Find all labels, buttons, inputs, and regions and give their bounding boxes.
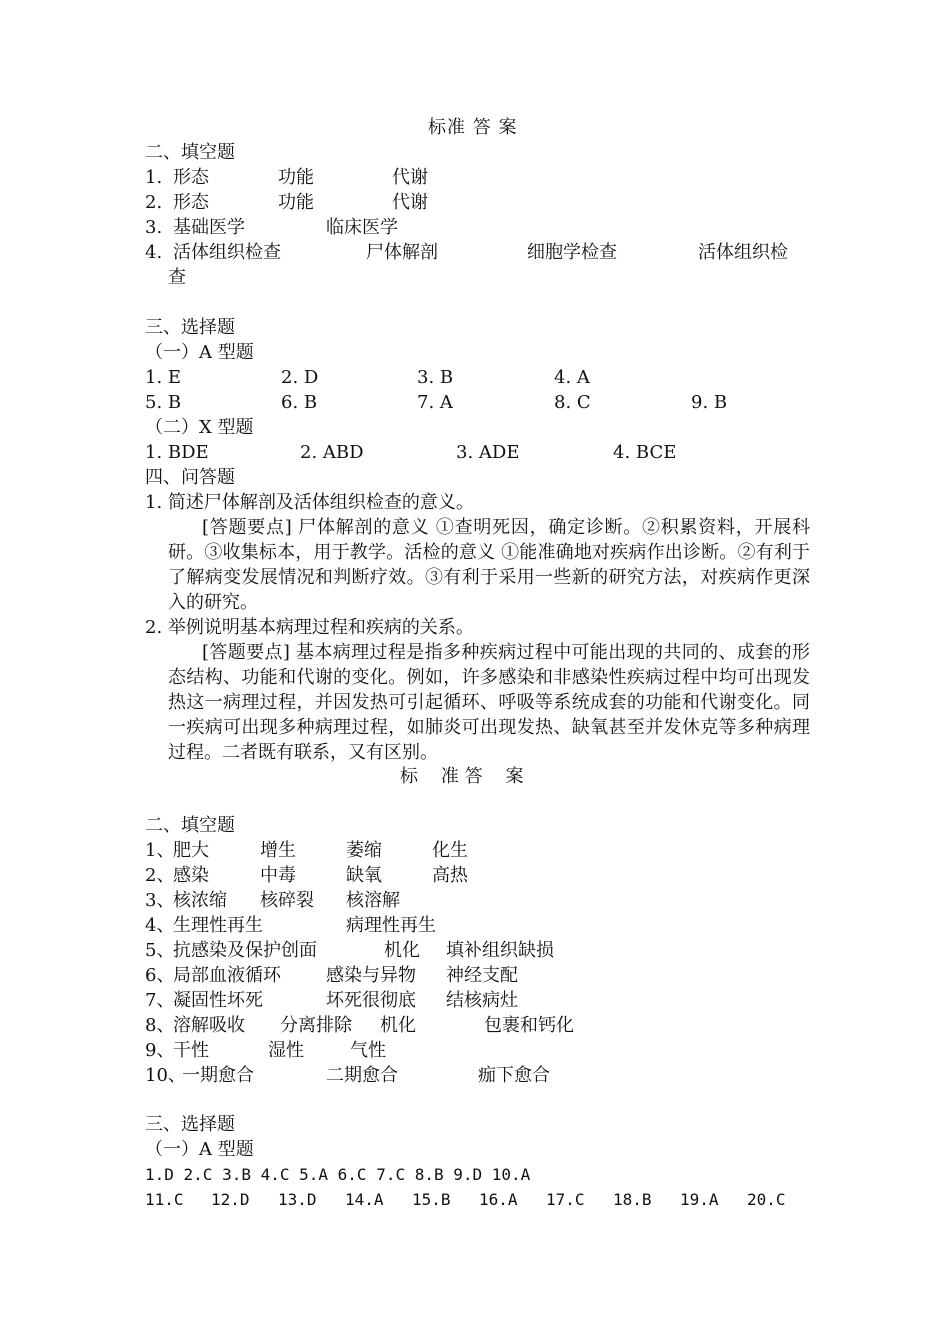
choice-answer: 8. C	[554, 392, 591, 413]
answer-1: [答题要点] 尸体解剖的意义 ①查明死因，确定诊断。②积累资料，开展科研。③收集标本，用于教学。活检的意义 ①能准确地对疾病作出诊断。②有利于了解病变发展情况和判断疗效。③有利于采用一些新的研究方法，对疾病作更深入的研究。	[168, 517, 810, 613]
item-number: 3、	[145, 890, 175, 911]
fill-heading-1: 二、填空题	[145, 142, 235, 163]
item-answer: 干性	[173, 1040, 209, 1061]
item-answer: 中毒	[260, 865, 296, 886]
item-answer: 局部血液循环	[173, 965, 281, 986]
item-answer: 临床医学	[326, 217, 398, 238]
choice-answer: 9. B	[691, 392, 728, 413]
item-answer: 核碎裂	[260, 890, 314, 911]
item-answer: 核浓缩	[173, 890, 227, 911]
a-type-row-2-1: 1.D 2.C 3.B 4.C 5.A 6.C 7.C 8.B 9.D 10.A	[145, 1165, 531, 1184]
item-answer: 高热	[432, 865, 468, 886]
choice-answer: 4. A	[554, 367, 590, 388]
choice-answer: 19.A	[680, 1190, 719, 1209]
item-number: 8、	[145, 1015, 175, 1036]
choice-answer: 3. ADE	[456, 442, 520, 463]
item-answer: 机化	[380, 1015, 416, 1036]
item-answer: 细胞学检查	[527, 242, 617, 263]
item-answer: 湿性	[268, 1040, 304, 1061]
qa-heading: 四、问答题	[145, 467, 235, 488]
item-number: 4、	[145, 915, 175, 936]
item-answer: 萎缩	[346, 840, 382, 861]
item-number: 5、	[145, 940, 175, 961]
item-answer: 病理性再生	[346, 915, 436, 936]
question-1: 1. 简述尸体解剖及活体组织检查的意义。	[145, 492, 474, 513]
item-answer: 形态	[173, 192, 209, 213]
answer-title-1: 标准 答 案	[428, 117, 518, 138]
a-type-heading-2: （一）A 型题	[145, 1139, 254, 1160]
item-answer: 神经支配	[446, 965, 518, 986]
item-answer: 基础医学	[173, 217, 245, 238]
question-2: 2. 举例说明基本病理过程和疾病的关系。	[145, 617, 474, 638]
item-answer: 凝固性坏死	[173, 990, 263, 1011]
item-number: 6、	[145, 965, 175, 986]
item-answer: 生理性再生	[173, 915, 263, 936]
x-type-heading-1: （二）X 型题	[145, 417, 254, 438]
item-answer: 包裹和钙化	[484, 1015, 574, 1036]
choice-heading-2: 三、选择题	[145, 1114, 235, 1135]
choice-answer: 12.D	[211, 1190, 250, 1209]
item-answer: 化生	[432, 840, 468, 861]
choice-answer: 2. D	[281, 367, 319, 388]
item-answer: 坏死很彻底	[326, 990, 416, 1011]
item-answer: 肥大	[173, 840, 209, 861]
choice-answer: 14.A	[345, 1190, 384, 1209]
choice-answer: 5. B	[145, 392, 182, 413]
item-answer: 尸体解剖	[366, 242, 438, 263]
item-answer: 抗感染及保护创面	[173, 940, 317, 961]
choice-answer: 17.C	[546, 1190, 585, 1209]
a-type-heading-1: （一）A 型题	[145, 342, 254, 363]
choice-answer: 1. BDE	[145, 442, 209, 463]
item-answer: 增生	[260, 840, 296, 861]
item-answer-wrap: 查	[168, 267, 186, 288]
item-answer: 填补组织缺损	[446, 940, 554, 961]
choice-answer: 1. E	[145, 367, 182, 388]
choice-answer: 20.C	[747, 1190, 786, 1209]
item-answer: 功能	[278, 167, 314, 188]
item-answer: 分离排除	[280, 1015, 352, 1036]
item-answer: 形态	[173, 167, 209, 188]
item-answer: 结核病灶	[446, 990, 518, 1011]
answer-2: [答题要点] 基本病理过程是指多种疾病过程中可能出现的共同的、成套的形态结构、功能和代谢的变化。例如，许多感染和非感染性疾病过程中均可出现发热这一病理过程，并因发热可引起循环、呼吸等系统成套的功能和代谢变化。同一疾病可出现多种病理过程，如肺炎可出现发热、缺氧甚至并发休克等多种病理过程。二者既有联系，又有区别。	[168, 642, 810, 763]
item-number: 9、	[145, 1040, 175, 1061]
item-number: 3.	[145, 217, 163, 238]
item-answer: 痂下愈合	[478, 1065, 550, 1086]
item-number: 1、	[145, 840, 175, 861]
choice-answer: 18.B	[613, 1190, 652, 1209]
choice-heading-1: 三、选择题	[145, 317, 235, 338]
choice-answer: 16.A	[479, 1190, 518, 1209]
item-number: 2、	[145, 865, 175, 886]
item-answer: 机化	[384, 940, 420, 961]
answer-title-2: 标 准 答 案	[400, 766, 524, 787]
item-answer: 功能	[278, 192, 314, 213]
item-answer: 溶解吸收	[173, 1015, 245, 1036]
item-number: 7、	[145, 990, 175, 1011]
choice-answer: 6. B	[281, 392, 318, 413]
choice-answer: 3. B	[417, 367, 454, 388]
choice-answer: 15.B	[412, 1190, 451, 1209]
choice-answer: 4. BCE	[613, 442, 677, 463]
item-answer: 活体组织检	[698, 242, 788, 263]
fill-heading-2: 二、填空题	[145, 815, 235, 836]
item-answer: 感染	[173, 865, 209, 886]
choice-answer: 2. ABD	[300, 442, 364, 463]
item-number: 2.	[145, 192, 163, 213]
item-answer: 气性	[350, 1040, 386, 1061]
item-answer: 活体组织检查	[173, 242, 281, 263]
item-answer: 代谢	[392, 167, 428, 188]
item-answer: 感染与异物	[326, 965, 416, 986]
choice-answer: 11.C	[145, 1190, 184, 1209]
item-answer: 核溶解	[346, 890, 400, 911]
item-number: 1.	[145, 167, 163, 188]
item-answer: 二期愈合	[326, 1065, 398, 1086]
choice-answer: 7. A	[417, 392, 453, 413]
item-answer: 缺氧	[346, 865, 382, 886]
item-answer: 一期愈合	[182, 1065, 254, 1086]
choice-answer: 13.D	[278, 1190, 317, 1209]
item-answer: 代谢	[392, 192, 428, 213]
item-number: 10、	[145, 1065, 186, 1086]
item-number: 4.	[145, 242, 163, 263]
